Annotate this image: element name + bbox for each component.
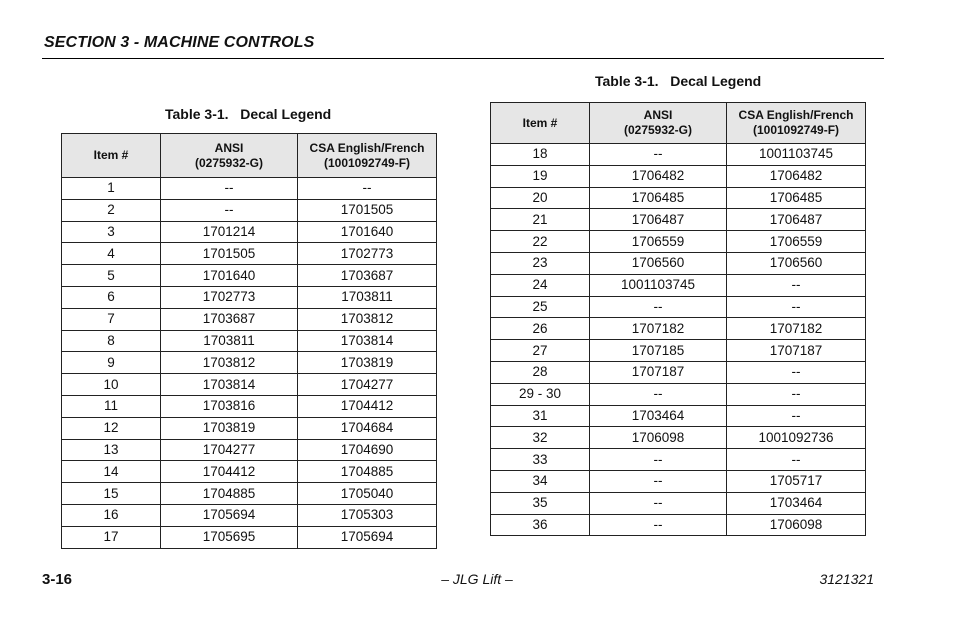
cell-csa: -- <box>727 405 866 427</box>
cell-csa: 1703819 <box>298 352 437 374</box>
cell-ansi: 1703687 <box>161 308 298 330</box>
table-row <box>491 514 866 536</box>
cell-item: 34 <box>491 470 590 492</box>
cell-item: 25 <box>491 296 590 318</box>
table-row <box>62 395 437 417</box>
cell-ansi: 1704277 <box>161 439 298 461</box>
table-row <box>491 340 866 362</box>
cell-item: 28 <box>491 361 590 383</box>
cell-ansi: 1707185 <box>590 340 727 362</box>
cell-item: 33 <box>491 449 590 471</box>
table-row <box>491 144 866 166</box>
cell-csa: 1706482 <box>727 165 866 187</box>
column-header-csa-line1: CSA English/French <box>309 140 425 155</box>
decal-legend-table-right <box>490 102 866 536</box>
table-row <box>62 308 437 330</box>
cell-ansi: 1702773 <box>161 286 298 308</box>
column-header-csa-line2: (1001092749-F) <box>752 123 840 137</box>
cell-item: 10 <box>62 374 161 396</box>
cell-ansi: 1703811 <box>161 330 298 352</box>
cell-ansi: 1703816 <box>161 395 298 417</box>
table-row <box>491 449 866 471</box>
cell-csa: 1705040 <box>298 483 437 505</box>
table-row <box>491 187 866 209</box>
cell-item: 27 <box>491 340 590 362</box>
column-header-ansi <box>161 134 298 178</box>
cell-ansi: -- <box>161 199 298 221</box>
cell-ansi: 1705694 <box>161 504 298 526</box>
column-header-csa-line2: (1001092749-F) <box>323 155 411 170</box>
cell-ansi: -- <box>161 178 298 200</box>
cell-csa: 1703812 <box>298 308 437 330</box>
cell-ansi: 1703464 <box>590 405 727 427</box>
cell-ansi: 1701505 <box>161 243 298 265</box>
cell-item: 3 <box>62 221 161 243</box>
cell-csa: -- <box>727 296 866 318</box>
table-row <box>62 330 437 352</box>
cell-csa: 1703687 <box>298 265 437 287</box>
table-row <box>62 221 437 243</box>
cell-ansi: 1704412 <box>161 461 298 483</box>
cell-item: 32 <box>491 427 590 449</box>
cell-item: 13 <box>62 439 161 461</box>
cell-ansi: -- <box>590 514 727 536</box>
cell-csa: 1706485 <box>727 187 866 209</box>
cell-ansi: -- <box>590 144 727 166</box>
cell-csa: 1703811 <box>298 286 437 308</box>
cell-ansi: 1703819 <box>161 417 298 439</box>
table-row <box>62 243 437 265</box>
cell-csa: 1704412 <box>298 395 437 417</box>
cell-ansi: 1703814 <box>161 374 298 396</box>
cell-ansi: 1703812 <box>161 352 298 374</box>
cell-csa: 1001103745 <box>727 144 866 166</box>
cell-csa: 1704277 <box>298 374 437 396</box>
header-rule <box>42 58 884 59</box>
cell-csa: -- <box>727 361 866 383</box>
column-header-csa-line1: CSA English/French <box>738 108 854 122</box>
table-row <box>62 265 437 287</box>
cell-ansi: 1706098 <box>590 427 727 449</box>
table-row <box>491 231 866 253</box>
table-row <box>491 274 866 296</box>
table-row <box>62 199 437 221</box>
cell-csa: 1706559 <box>727 231 866 253</box>
table-row <box>491 383 866 405</box>
cell-csa: -- <box>298 178 437 200</box>
table-row <box>491 165 866 187</box>
cell-ansi: 1701214 <box>161 221 298 243</box>
cell-csa: 1704690 <box>298 439 437 461</box>
column-header-csa <box>727 103 866 144</box>
page-number: 3-16 <box>42 571 73 588</box>
cell-csa: 1706560 <box>727 252 866 274</box>
cell-ansi: 1707182 <box>590 318 727 340</box>
cell-item: 17 <box>62 526 161 548</box>
cell-csa: 1707187 <box>727 340 866 362</box>
table-row <box>62 461 437 483</box>
cell-ansi: 1705695 <box>161 526 298 548</box>
cell-csa: 1704885 <box>298 461 437 483</box>
cell-item: 11 <box>62 395 161 417</box>
cell-item: 20 <box>491 187 590 209</box>
table-row <box>491 361 866 383</box>
cell-item: 7 <box>62 308 161 330</box>
table-row <box>62 483 437 505</box>
cell-item: 24 <box>491 274 590 296</box>
cell-item: 12 <box>62 417 161 439</box>
table-caption-left: Table 3-1. Decal Legend <box>165 106 332 122</box>
table-row <box>491 405 866 427</box>
cell-ansi: 1706560 <box>590 252 727 274</box>
table-row <box>491 296 866 318</box>
section-title: SECTION 3 - MACHINE CONTROLS <box>44 34 315 51</box>
cell-item: 14 <box>62 461 161 483</box>
cell-item: 2 <box>62 199 161 221</box>
cell-item: 29 - 30 <box>491 383 590 405</box>
cell-ansi: 1001103745 <box>590 274 727 296</box>
table-row <box>62 374 437 396</box>
column-header-ansi-line2: (0275932-G) <box>623 123 693 137</box>
column-header-csa <box>298 134 437 178</box>
cell-item: 8 <box>62 330 161 352</box>
table-row <box>62 286 437 308</box>
cell-csa: 1702773 <box>298 243 437 265</box>
table-header-row <box>491 103 866 144</box>
column-header-item <box>62 134 161 178</box>
cell-csa: 1705694 <box>298 526 437 548</box>
document-number: 3121321 <box>819 571 874 587</box>
cell-item: 31 <box>491 405 590 427</box>
table-body-right <box>491 144 866 536</box>
column-header-item-label: Item # <box>93 148 129 162</box>
cell-csa: 1704684 <box>298 417 437 439</box>
column-header-ansi <box>590 103 727 144</box>
cell-csa: 1706098 <box>727 514 866 536</box>
decal-legend-table-left <box>61 133 437 549</box>
cell-item: 15 <box>62 483 161 505</box>
cell-item: 22 <box>491 231 590 253</box>
table-body-left <box>62 178 437 549</box>
table-row <box>491 492 866 514</box>
cell-item: 4 <box>62 243 161 265</box>
table-row <box>491 209 866 231</box>
column-header-item <box>491 103 590 144</box>
cell-ansi: -- <box>590 296 727 318</box>
cell-csa: -- <box>727 274 866 296</box>
table-row <box>491 470 866 492</box>
cell-csa: 1707182 <box>727 318 866 340</box>
cell-ansi: 1706482 <box>590 165 727 187</box>
cell-csa: 1701640 <box>298 221 437 243</box>
cell-item: 26 <box>491 318 590 340</box>
table-row <box>62 352 437 374</box>
cell-ansi: 1704885 <box>161 483 298 505</box>
cell-csa: 1706487 <box>727 209 866 231</box>
cell-item: 18 <box>491 144 590 166</box>
cell-ansi: 1706485 <box>590 187 727 209</box>
cell-ansi: 1706487 <box>590 209 727 231</box>
cell-csa: 1705303 <box>298 504 437 526</box>
table-row <box>491 252 866 274</box>
cell-item: 36 <box>491 514 590 536</box>
cell-ansi: -- <box>590 470 727 492</box>
cell-item: 5 <box>62 265 161 287</box>
cell-item: 1 <box>62 178 161 200</box>
table-row <box>62 417 437 439</box>
cell-item: 21 <box>491 209 590 231</box>
cell-ansi: 1707187 <box>590 361 727 383</box>
table-row <box>491 318 866 340</box>
table-row <box>62 504 437 526</box>
cell-item: 35 <box>491 492 590 514</box>
table-row <box>62 178 437 200</box>
cell-ansi: 1706559 <box>590 231 727 253</box>
table-caption-right: Table 3-1. Decal Legend <box>595 73 762 89</box>
table-row <box>62 526 437 548</box>
table-row <box>62 439 437 461</box>
cell-csa: 1701505 <box>298 199 437 221</box>
column-header-ansi-line2: (0275932-G) <box>194 155 264 170</box>
column-header-ansi-line1: ANSI <box>643 108 673 122</box>
cell-item: 9 <box>62 352 161 374</box>
cell-csa: -- <box>727 383 866 405</box>
cell-ansi: -- <box>590 449 727 471</box>
cell-item: 23 <box>491 252 590 274</box>
cell-csa: 1001092736 <box>727 427 866 449</box>
cell-item: 6 <box>62 286 161 308</box>
column-header-item-label: Item # <box>522 115 558 130</box>
column-header-ansi-line1: ANSI <box>214 140 244 155</box>
cell-ansi: 1701640 <box>161 265 298 287</box>
cell-csa: 1703464 <box>727 492 866 514</box>
cell-item: 16 <box>62 504 161 526</box>
table-row <box>491 427 866 449</box>
table-header-row <box>62 134 437 178</box>
footer-title: – JLG Lift – <box>441 571 513 587</box>
cell-csa: 1705717 <box>727 470 866 492</box>
cell-ansi: -- <box>590 383 727 405</box>
cell-csa: -- <box>727 449 866 471</box>
cell-csa: 1703814 <box>298 330 437 352</box>
cell-ansi: -- <box>590 492 727 514</box>
cell-item: 19 <box>491 165 590 187</box>
